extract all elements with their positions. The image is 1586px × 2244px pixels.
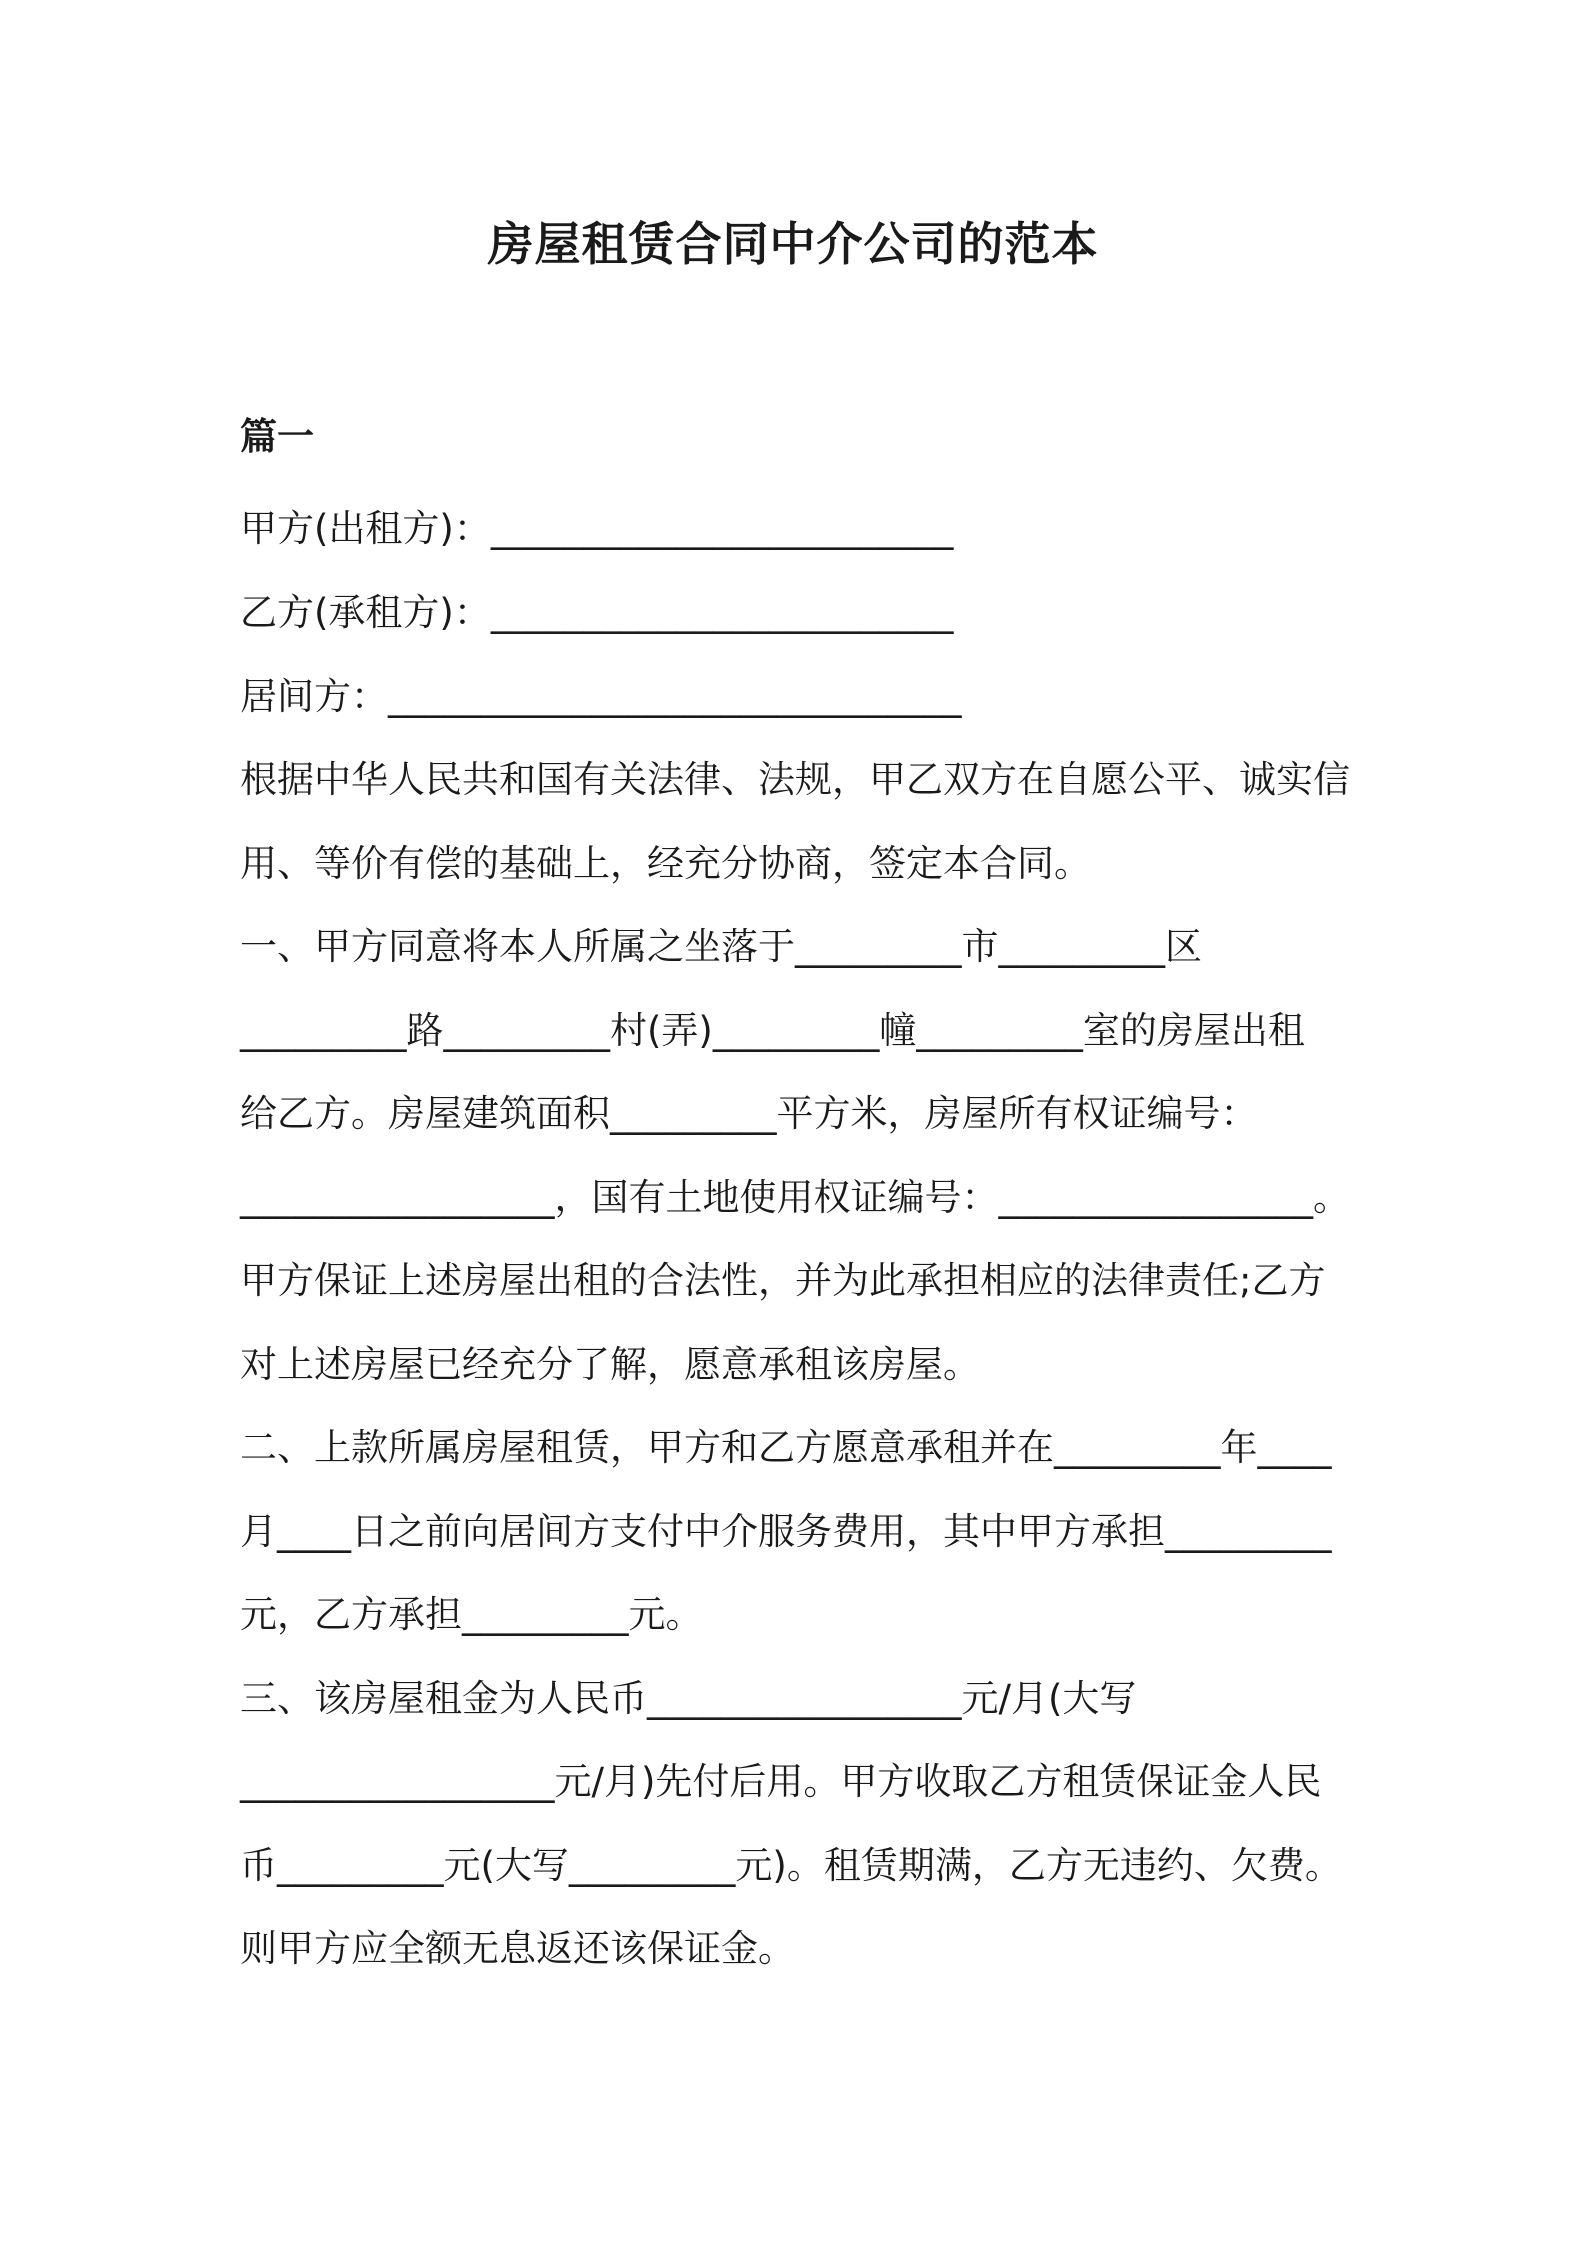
paragraph-line: 则甲方应全额无息返还该保证金。 [240,1927,795,1970]
paragraph-line: 根据中华人民共和国有关法律、法规，甲乙双方在自愿公平、诚实信 [240,758,1350,801]
paragraph-line: 甲方保证上述房屋出租的合法性，并为此承担相应的法律责任;乙方 [240,1259,1326,1302]
paragraph-line: 给乙方。房屋建筑面积_________平方米，房屋所有权证编号： [240,1092,1258,1135]
document-title: 房屋租赁合同中介公司的范本 [487,217,1099,271]
lessor-line: 甲方(出租方)：_________________________ [240,507,954,550]
paragraph-line: 元，乙方承担_________元。 [240,1593,703,1636]
section-heading: 篇一 [240,415,314,458]
paragraph-line: 对上述房屋已经充分了解，愿意承租该房屋。 [240,1343,980,1386]
paragraph-line: 三、该房屋租金为人民币_________________元/月(大写 [240,1677,1137,1720]
paragraph-line: 用、等价有偿的基础上，经充分协商，签定本合同。 [240,842,1091,885]
paragraph-line: 二、上款所属房屋租赁，甲方和乙方愿意承租并在_________年____ [240,1426,1332,1469]
paragraph-line: 月____日之前向居间方支付中介服务费用，其中甲方承担_________ [240,1510,1332,1553]
intermediary-line: 居间方：_______________________________ [240,675,962,718]
paragraph-line: _________________，国有土地使用权证编号：_________________。 [240,1176,1350,1219]
paragraph-line: _________路_________村(弄)_________幢_________室的房屋出租 [240,1009,1305,1052]
paragraph-line: 一、甲方同意将本人所属之坐落于_________市_________区 [240,925,1202,968]
lessee-line: 乙方(承租方)：_________________________ [240,591,954,634]
paragraph-line: _________________元/月)先付后用。甲方收取乙方租赁保证金人民 [240,1760,1322,1803]
paragraph-line: 币_________元(大写_________元)。租赁期满，乙方无违约、欠费。 [240,1844,1342,1887]
